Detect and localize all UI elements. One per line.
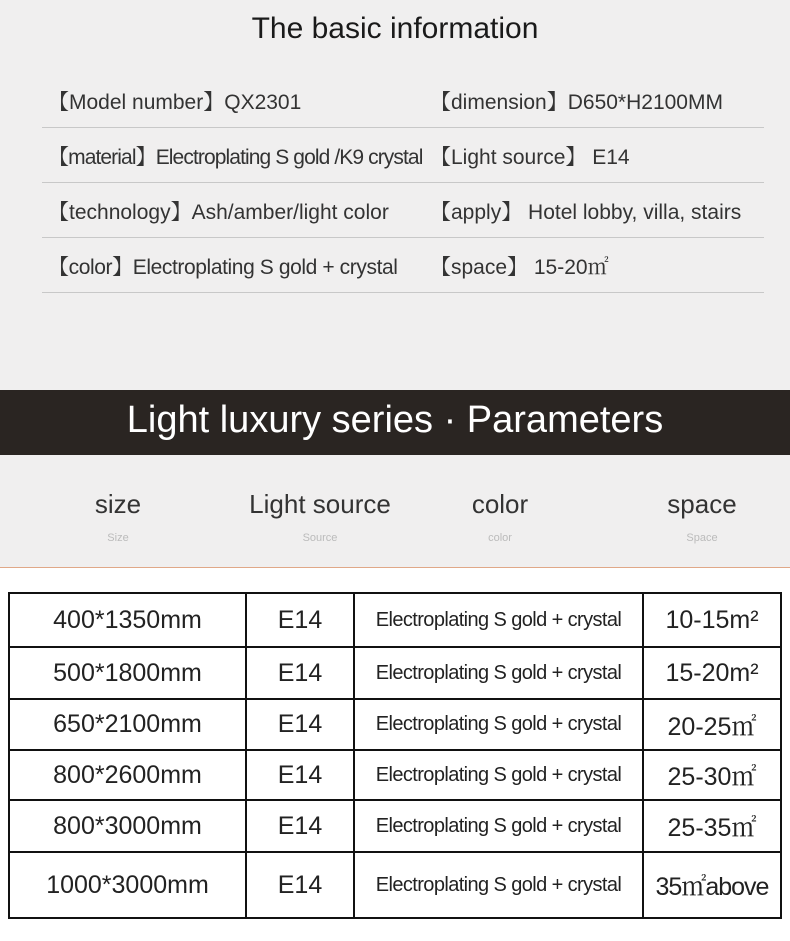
cell-space: 25-35㎡ — [643, 800, 781, 852]
basic-info-title: The basic information — [251, 12, 539, 45]
info-row — [42, 72, 764, 128]
cell-color: Electroplating S gold + crystal — [354, 593, 643, 647]
param-sublabel: Space — [686, 532, 718, 544]
cell-color: Electroplating S gold + crystal — [354, 852, 643, 918]
cell-space: 35㎡above — [643, 852, 781, 918]
param-sublabel: color — [488, 532, 512, 544]
spec-table — [8, 592, 782, 919]
param-label: color — [471, 489, 529, 519]
info-space: 【space】 15-20㎡ — [430, 256, 609, 279]
basic-info-section — [0, 0, 790, 390]
cell-size: 800*2600mm — [9, 750, 246, 800]
table-row — [9, 750, 781, 800]
info-model-number: 【Model number】QX2301 — [48, 91, 302, 114]
cell-space: 20-25㎡ — [643, 699, 781, 750]
info-apply: 【apply】 Hotel lobby, villa, stairs — [430, 201, 742, 224]
table-row — [9, 699, 781, 750]
cell-space: 10-15m² — [643, 593, 781, 647]
table-row — [9, 852, 781, 918]
parameters-header — [0, 455, 790, 568]
cell-light-source: E14 — [246, 593, 354, 647]
cell-size: 650*2100mm — [9, 699, 246, 750]
info-row — [42, 127, 764, 183]
cell-color: Electroplating S gold + crystal — [354, 750, 643, 800]
param-sublabel: Source — [302, 532, 338, 544]
cell-light-source: E14 — [246, 800, 354, 852]
cell-color: Electroplating S gold + crystal — [354, 800, 643, 852]
table-row — [9, 800, 781, 852]
cell-space: 15-20m² — [643, 647, 781, 699]
cell-space: 25-30㎡ — [643, 750, 781, 800]
param-sublabel: Size — [107, 532, 129, 544]
cell-color: Electroplating S gold + crystal — [354, 699, 643, 750]
param-label: space — [667, 489, 737, 519]
table-row — [9, 647, 781, 699]
cell-size: 1000*3000mm — [9, 852, 246, 918]
info-technology: 【technology】Ash/amber/light color — [48, 201, 389, 224]
cell-light-source: E14 — [246, 852, 354, 918]
cell-light-source: E14 — [246, 750, 354, 800]
cell-size: 400*1350mm — [9, 593, 246, 647]
info-dimension: 【dimension】D650*H2100MM — [430, 91, 723, 114]
cell-color: Electroplating S gold + crystal — [354, 647, 643, 699]
cell-size: 500*1800mm — [9, 647, 246, 699]
cell-size: 800*3000mm — [9, 800, 246, 852]
info-row — [42, 237, 764, 293]
cell-light-source: E14 — [246, 647, 354, 699]
info-light-source: 【Light source】 E14 — [430, 146, 630, 169]
banner-title: Light luxury series · Parameters — [126, 399, 664, 441]
param-label: Light source — [249, 489, 391, 519]
info-color: 【color】Electroplating S gold + crystal — [48, 256, 398, 279]
param-label: size — [94, 489, 142, 519]
info-material: 【material】Electroplating S gold /K9 crystal — [48, 146, 423, 169]
cell-light-source: E14 — [246, 699, 354, 750]
info-row — [42, 182, 764, 238]
series-banner — [0, 390, 790, 455]
table-row — [9, 593, 781, 647]
